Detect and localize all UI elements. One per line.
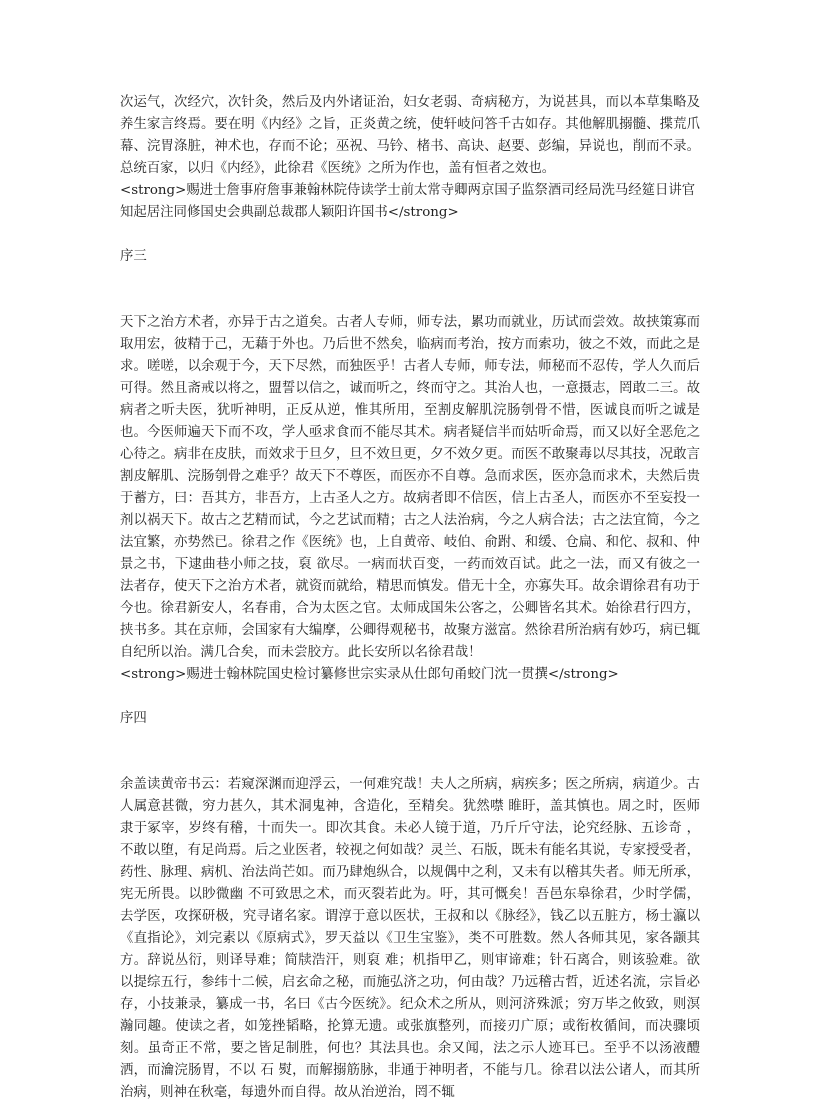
spacer [120,268,700,312]
spacer [120,730,700,774]
section-paragraph: 余盖读黄帝书云：若窥深渊而迎浮云，一何难究哉！夫人之所病，病疾多；医之所病，病道少。古人属意甚微，穷力甚久，其术洞鬼神，含造化，至精矣。犹然噤 睢盱，盖其慎也。周之时，医师隶于冢宰，岁终有稽，十而失一。即次其食。未必人镜于道，乃斤斤守法，论究经脉、五诊奇 ，不敢以堕，有足尚焉。后之业医者，较视之何如哉？灵兰、石版，既未有能名其说，专家授受者，药性、脉理、病机、治法尚芒如。而乃肆炮纵合，以规偶中之利，又未有以稽其失者。师无所承，宪无所畏。以眇微幽 不可致思之术，而灭裂若此为。吁，其可慨矣！吾邑东皋徐君，少时学儒，去学医，攻探研极，究寻诸名家。谓淳于意以医状，王叔和以《脉经》，钱乙以五脏方，杨士瀛以《直指论》，刘完素以《原病式》，罗天益以《卫生宝鉴》，类不可胜数。然人各师其见，家各颛其方。辞说丛衍，则译导难；简牍浩汗，则裒 难；机指甲乙，则审谛难；针石离合，则该验难。欲以提综五行，参纬十二候，启玄命之秘，而施弘济之功，何由哉？乃远稽古哲，近述名流，宗旨必存，小技兼录，纂成一书，名曰《古今医统》。纪众术之所从，则河济殊派；穷万毕之攸致，则溟瀚同趣。使读之者，如笼挫韬略，抡算无遗。或张旗整列，而接刃广原；或衔枚循间，而决骤顷刻。虽奇正不常，要之皆足制胜，何也？其法具也。余又闻，法之示人迹耳已。至乎不以汤液醴洒，而瀹浣肠胃，不以 石 熨，而解搦筋脉，非通于神明者，不能与几。徐君以法公诸人，而其所治病，则神在秋毫，每遗外而自得。故从治逆治，罔不辄 [120,777,700,1100]
section-paragraph: 天下之治方术者，亦异于古之道矣。古者人专师，师专法，累功而就业，历试而尝效。故挟策寡而取用宏，彼精于己，无藉于外也。乃后世不然矣，临病而考治，按方而索功，彼之不效，而此之是求。嗟嗟，以余观于今，天下尽然，而独医乎！古者人专师，师专法，师秘而不忍传，学人久而后可得。然且斋戒以将之，盟誓以信之，诚而听之，终而守之。其治人也，一意摄志，罔敢二三。故病者之听夫医，犹听神明，正反从逆，惟其所用，至割皮解肌浣肠刳骨不惜，医诚良而听之诚是也。今医师遍天下而不攻，学人亟求食而不能尽其术。病者疑信半而姑听命焉，而又以好全恶危之心待之。病非在皮肤，而效求于旦夕，旦不效旦更，夕不效夕更。而医不敢聚毒以尽其技，况敢言割皮解肌、浣肠刳骨之难乎？故天下不尊医，而医亦不自尊。急而求医，医亦急而求术，夫然后贵于蓄方，曰：吾其方，非吾方，上古圣人之方。故病者即不信医，信上古圣人，而医亦不至妄投一剂以祸天下。故古之艺精而试，今之艺试而精；古之人法治病，今之人病合法；古之法宜简，今之法宜繁，亦势然已。徐君之作《医统》也，上自黄帝、岐伯、俞跗、和缓、仓扁、和佗、叔和、仲景之书，下逮曲巷小师之技，裒 欲尽。一病而状百变，一药而效百试。此之一法，而又有彼之一法者存，使天下之治方术者，就资而就给，精思而慎发。借无十全，亦寡失耳。故余谓徐君有功于今也。徐君新安人，名春甫，合为太医之官。太师成国朱公客之，公卿皆名其术。始徐君行四方，挟书多。其在京师，会国家有大编摩，公卿得观秘书，故聚方滋富。然徐君所治病有妙巧，病已辄自纪所以治。满几合矣，而未尝胶方。此长安所以名徐君哉！ [120,315,700,660]
section-credit: <strong>赐进士翰林院国史检讨纂修世宗实录从仕郎句甬蛟门沈一贯撰</strong> [120,667,619,682]
section-heading: 序三 [120,249,147,264]
section-paragraph: 次运气，次经穴，次针灸，然后及内外诸证治，妇女老弱、奇病秘方，为说甚具，而以本草集略及养生家言终焉。要在明《内经》之旨，正炎黄之统，使轩岐问答千古如存。其他解肌搦髓、揲荒爪幕、浣胃涤脏，神术也，存而不论；巫祝、马钤、楮书、高诀、赵要、彭编，异说也，削而不录。总统百家，以归《内经》，此徐君《医统》之所为作也，盖有恒者之效也。 [120,95,700,176]
section-credit: <strong>赐进士詹事府詹事兼翰林院侍读学士前太常寺卿两京国子监祭酒司经局洗马经筵日讲官知起居注同修国史会典副总裁郡人颖阳许国书</strong> [120,183,696,220]
section-heading: 序四 [120,711,147,726]
spacer [120,224,700,246]
document-page [120,92,700,1104]
spacer [120,686,700,708]
